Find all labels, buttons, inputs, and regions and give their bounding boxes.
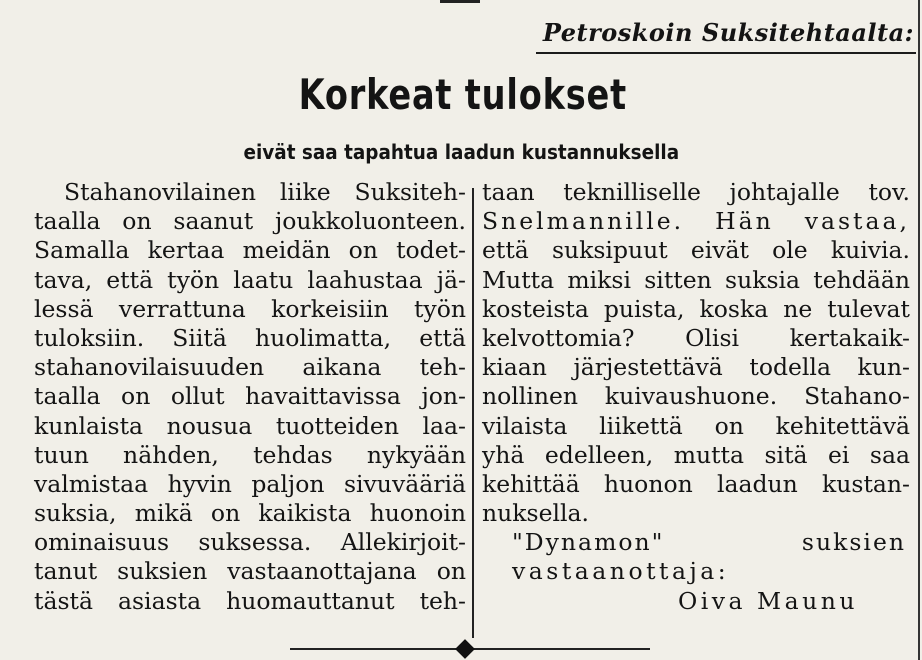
text-line: yhä edelleen, mutta sitä ei saa (482, 440, 910, 469)
text-line: tästä asiasta huomauttanut teh- (34, 586, 466, 615)
text-line: Mutta miksi sitten suksia tehdään (482, 265, 910, 294)
text-line: ominaisuus suksessa. Allekirjoit- (34, 528, 466, 557)
article-headline: Korkeat tulokset (298, 70, 627, 119)
text-line: kiaan järjestettävä todella kun- (482, 353, 910, 382)
kicker-underline (536, 52, 916, 54)
column-divider (472, 188, 474, 638)
signature-line-1: "Dynamon" suksien (512, 528, 906, 557)
text-line: nuksella. (482, 499, 589, 528)
text-line: vilaista liikettä on kehitettävä (482, 411, 910, 440)
text-line: nollinen kuivaushuone. Stahano- (482, 382, 910, 411)
text-line: kelvottomia? Olisi kertakaik- (482, 323, 910, 352)
text-line: valmistaa hyvin paljon sivuvääriä (34, 469, 466, 498)
text-line: tava, että työn laatu laahustaa jä- (34, 265, 466, 294)
text-line: suksia, mikä on kaikista huonoin (34, 499, 466, 528)
text-line: taalla on ollut havaittavissa jon- (34, 382, 466, 411)
text-line: taan teknilliselle johtajalle tov. (482, 178, 910, 206)
text-line: tanut suksien vastaanottajana on (34, 557, 466, 586)
signature-name: Oiva Maunu (678, 586, 859, 615)
text-line: kehittää huonon laadun kustan- (482, 469, 910, 498)
article-subheadline: eivät saa tapahtua laadun kustannuksella (243, 140, 680, 164)
text-line: Samalla kertaa meidän on todet- (34, 236, 466, 265)
article-right-column (482, 178, 910, 616)
text-line: stahanovilaisuuden aikana teh- (34, 353, 466, 382)
text-line: tuloksiin. Siitä huolimatta, että (34, 323, 466, 352)
text-line: että suksipuut eivät ole kuivia. (482, 236, 910, 265)
text-line: tuun nähden, tehdas nykyään (34, 440, 466, 469)
bottom-ornament (455, 639, 475, 659)
signature-line-2: vastaanottaja: (512, 557, 730, 586)
article-left-column (34, 178, 466, 616)
text-line: taalla on saanut joukkoluonteen. (34, 207, 466, 236)
text-line: lessä verrattuna korkeisiin työn (34, 294, 466, 323)
text-line: Stahanovilainen liike Suksiteh- (64, 178, 466, 206)
page-edge-rule (918, 0, 920, 660)
text-line: kunlaista nousua tuotteiden laa- (34, 411, 466, 440)
section-kicker: Petroskoin Suksitehtaalta: (542, 18, 914, 47)
top-ornament (440, 0, 480, 3)
text-line: kosteista puista, koska ne tulevat (482, 294, 910, 323)
text-line: Snelmannille. Hän vastaa, (482, 207, 910, 236)
